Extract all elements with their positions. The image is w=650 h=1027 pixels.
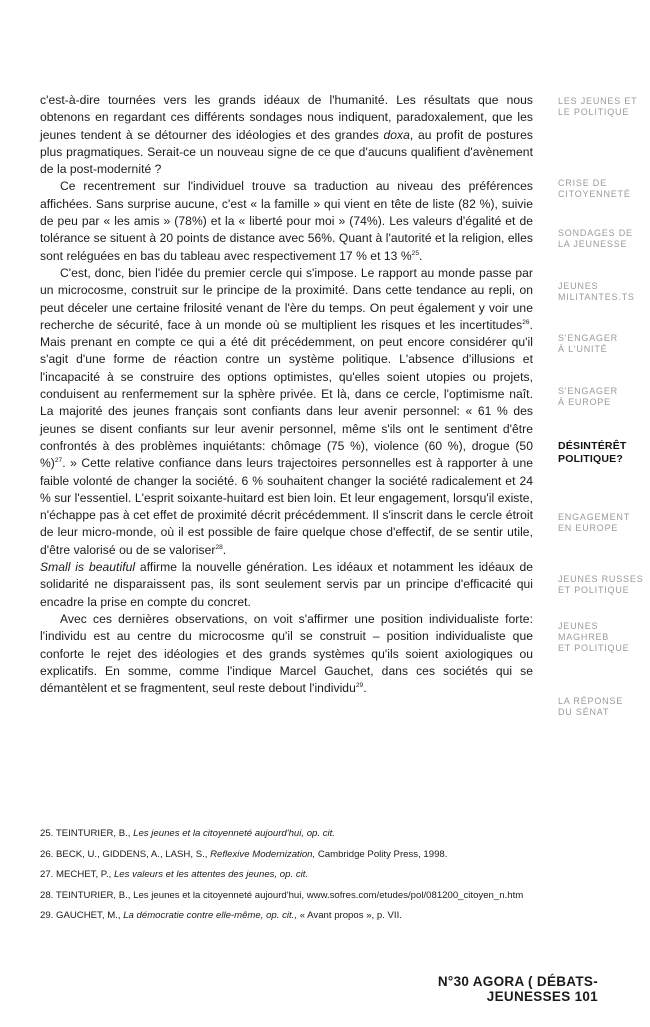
sidebar-item-engager-unite: S'ENGAGER À L'UNITÉ [558,333,618,354]
footnote-ref-26: 26 [522,318,530,326]
sidebar-item-engagement-europe: ENGAGEMENT EN EUROPE [558,512,631,533]
footnote-ref-25: 25 [411,249,420,257]
sidebar-item-jeunes-russes: JEUNES RUSSES ET POLITIQUE [558,574,644,595]
paragraph-4: Small is beautiful affirme la nouvelle génération. Les idéaux et notamment les idéaux de solidarité ne disparaissent pas, ils sont seulement servis par un principe d'efficacité qui encadre la prise en compte du concret. [40,560,533,609]
article-body [40,92,533,697]
page-footer: N°30 AGORA ( DÉBATS-JEUNESSES 101 [437,974,598,1004]
sidebar-item-jeunes-maghreb: JEUNES MAGHREB ET POLITIQUE [558,621,630,653]
footnote-25: 25. TEINTURIER, B., Les jeunes et la citoyenneté aujourd'hui, op. cit. [40,828,335,839]
footnote-28: 28. TEINTURIER, B., Les jeunes et la citoyenneté aujourd'hui, www.sofres.com/etudes/pol/081200_citoyen_n.htm [40,889,524,901]
paragraph-1: c'est-à-dire tournées vers les grands idéaux de l'humanité. Les résultats que nous obtenons en regardant ces différents sondages nous indiquent, paradoxalement, que les jeunes tendent à se détourner des idéologies et des grandes doxa, au profit de postures plus pragmatiques. Serait-ce un nouveau signe de ce que d'aucuns qualifient d'avènement de la post-modernité ? [40,93,533,177]
sidebar-item-desinteret-politique: DÉSINTÉRÊT POLITIQUE? [558,440,627,465]
footnotes [40,828,580,931]
paragraph-3: C'est, donc, bien l'idée du premier cercle qui s'impose. Le rapport au monde passe par un microcosme, construit sur le principe de la proximité. Dans cette tendance au repli, on peut déceler une certaine frilosité venant de l'ère du temps. On peut également y voir une recherche de sécurité, face à un monde où se multiplient les risques et les incertitudes$^{26}$. Mais prenant en compte ce qui a été dit précédemment, on peut encore considérer qu'il s'agit d'une forme de réaction contre un système politique. L'absence d'illusions et l'incapacité à se construire des options optimistes, qu'elles soient utopies ou projets, conduisent au renfermement sur la sphère privée. Et là, dans ce cercle, l'optimisme naît. La majorité des jeunes français sont confiants dans leur avenir personnel: « 61 % des jeunes se disent confiants sur leur avenir personnel, même s'ils ont le sentiment d'être confrontés à des problèmes inquiétants: chômage (75 %), violence (60 %), drogue (50 %)$^{27}$. » Cette relative confiance dans leurs trajectoires personnelles est à rapporter à une faible volonté de changer la société. 6 % souhaitent changer la société radicalement et 24 % sur l'essentiel. L'esprit soixante-huitard est bien loin. Et leur engagement, lorsqu'il existe, n'échappe pas à cet effet de proximité décrit précédemment. Il s'inscrit dans le cercle étroit de leur micro-monde, où il est possible de faire quelque chose d'effectif, de se sentir utile, d'être valorisé ou de se valoriser$^{28}$. [40,265,533,557]
footnote-27: 27. MECHET, P., Les valeurs et les attentes des jeunes, op. cit. [40,869,309,880]
sidebar-item-sondages: SONDAGES DE LA JEUNESSE [558,228,633,249]
footnote-26: 26. BECK, U., GIDDENS, A., LASH, S., Reflexive Modernization, Cambridge Polity Press, 1998. [40,848,448,860]
sidebar-item-crise-citoyennete: CRISE DE CITOYENNETÉ [558,178,631,199]
paragraph-2: Ce recentrement sur l'individuel trouve sa traduction au niveau des préférences affichées. Sans surprise aucune, c'est « la famille » qui vient en tête de liste (82 %), suivie de peu par « les amis » (78%) et la « liberté pour moi » (74%). Les valeurs d'égalité et de tolérance se situent à 20 points de distance avec 56%. Quant à l'autorité et la religion, elles sont reléguées en bas du tableau avec respectivement 17 % et 13 %$^{25}$. [40,179,533,263]
footnote-29: 29. GAUCHET, M., La démocratie contre elle-même, op. cit., « Avant propos », p. VII. [40,910,402,921]
footnote-ref-29: 29 [355,682,364,690]
paragraph-5: Avec ces dernières observations, on voit s'affirmer une position individualiste forte: l'individu est au centre du microcosme qu'il se construit – position individualiste que conforte le rejet des idéologies et des grands systèmes qu'ils soient axiologiques ou explicatifs. En somme, comme l'indique Marcel Gauchet, dans ces sociétés qui se démantèlent et se fragmentent, seul reste debout l'individu$^{29}$. [40,611,533,696]
sidebar-item-jeunes-militants: JEUNES MILITANTES.TS [558,281,635,302]
sidebar-item-jeunes-politique: LES JEUNES ET LE POLITIQUE [558,96,638,117]
sidebar-item-engager-europe: S'ENGAGER À EUROPE [558,386,618,407]
footnote-ref-28: 28 [215,543,223,551]
sidebar-item-reponse-senat: LA RÉPONSE DU SÉNAT [558,696,624,717]
footnote-ref-27: 27 [54,457,63,465]
